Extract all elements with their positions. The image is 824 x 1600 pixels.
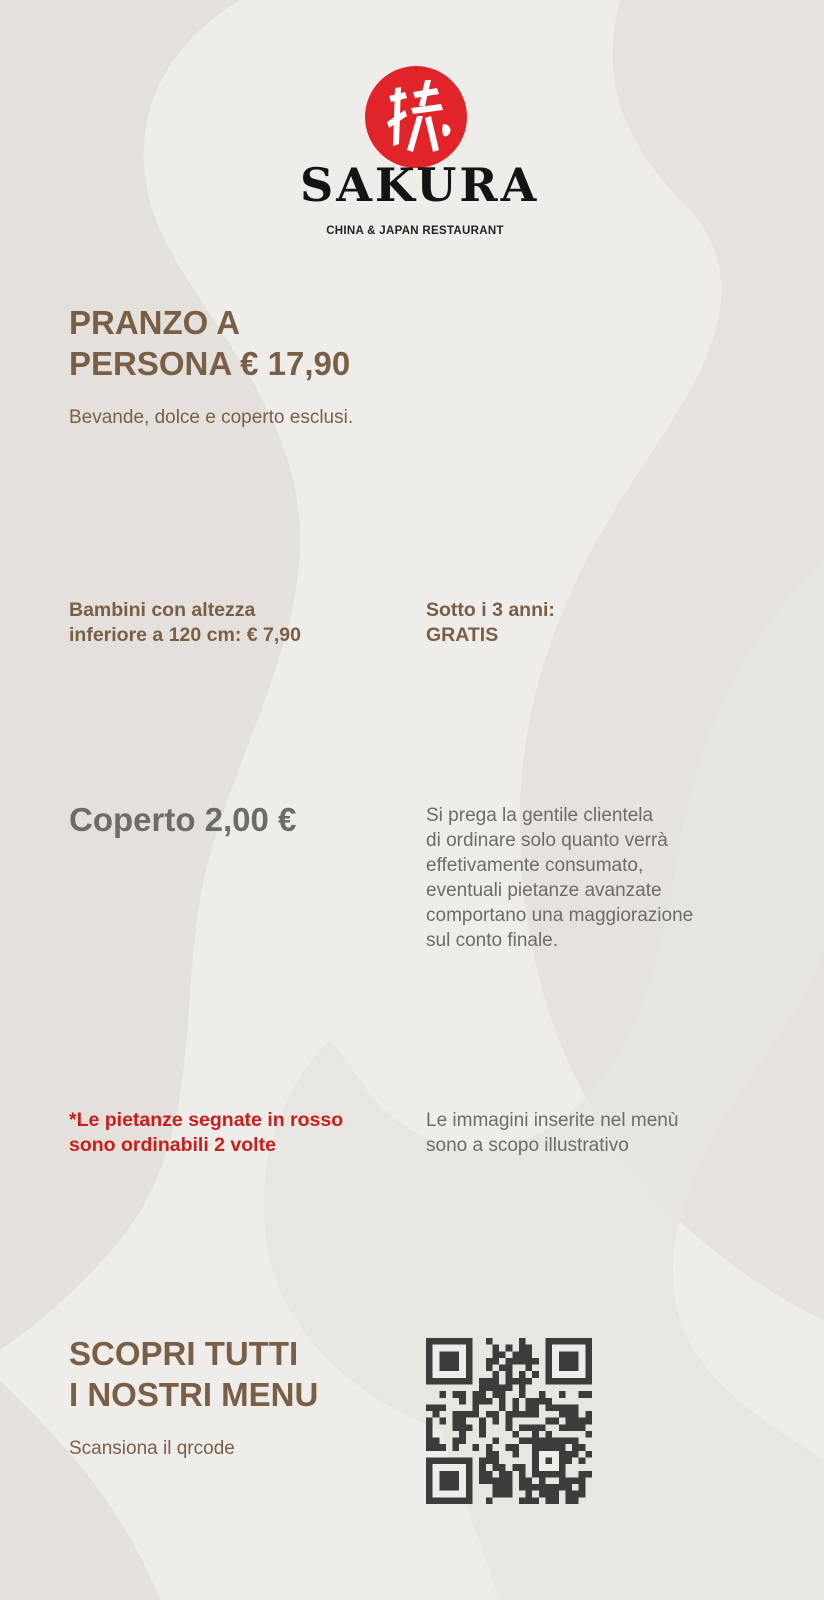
logo-wordmark: SAKURA: [300, 158, 540, 212]
request-line: effetivamente consumato,: [426, 855, 644, 876]
images-note-line-1: Le immagini inserite nel menù: [426, 1110, 679, 1131]
lunch-title-line-1: PRANZO A: [69, 304, 241, 341]
lunch-exclusions-note: Bevande, dolce e coperto esclusi.: [69, 407, 354, 428]
discover-line-2: I NOSTRI MENU: [69, 1376, 319, 1413]
cover-charge: Coperto 2,00 €: [69, 801, 297, 838]
under-3-line-1: Sotto i 3 anni:: [426, 599, 555, 621]
red-note-line-2: sono ordinabili 2 volte: [69, 1134, 276, 1156]
red-note-line-1: *Le pietanze segnate in rosso: [69, 1109, 344, 1131]
qr-code[interactable]: [426, 1338, 592, 1504]
children-price-line-2: inferiore a 120 cm: € 7,90: [69, 624, 301, 646]
lunch-price-heading: [69, 302, 399, 384]
sakura-kanji-icon: [365, 66, 467, 168]
children-price-text: [69, 598, 369, 648]
children-price-line-1: Bambini con altezza: [69, 599, 256, 621]
discover-line-1: SCOPRI TUTTI: [69, 1335, 299, 1372]
images-illustrative-note: [426, 1108, 726, 1158]
lunch-title-line-2: PERSONA € 17,90: [69, 345, 351, 382]
request-line: di ordinare solo quanto verrà: [426, 830, 668, 851]
under-3-line-2: GRATIS: [426, 624, 499, 646]
request-line: sul conto finale.: [426, 930, 559, 951]
scan-qrcode-instruction: Scansiona il qrcode: [69, 1438, 235, 1459]
under-3-free-text: [426, 598, 626, 648]
red-dishes-note: [69, 1108, 389, 1158]
request-line: comportano una maggiorazione: [426, 905, 694, 926]
order-request-note: [426, 803, 726, 953]
images-note-line-2: sono a scopo illustrativo: [426, 1135, 629, 1156]
restaurant-logo: [300, 62, 540, 242]
discover-menus-heading: [69, 1333, 399, 1415]
logo-subtitle: CHINA & JAPAN RESTAURANT: [326, 225, 504, 237]
request-line: Si prega la gentile clientela: [426, 805, 654, 826]
request-line: eventuali pietanze avanzate: [426, 880, 662, 901]
